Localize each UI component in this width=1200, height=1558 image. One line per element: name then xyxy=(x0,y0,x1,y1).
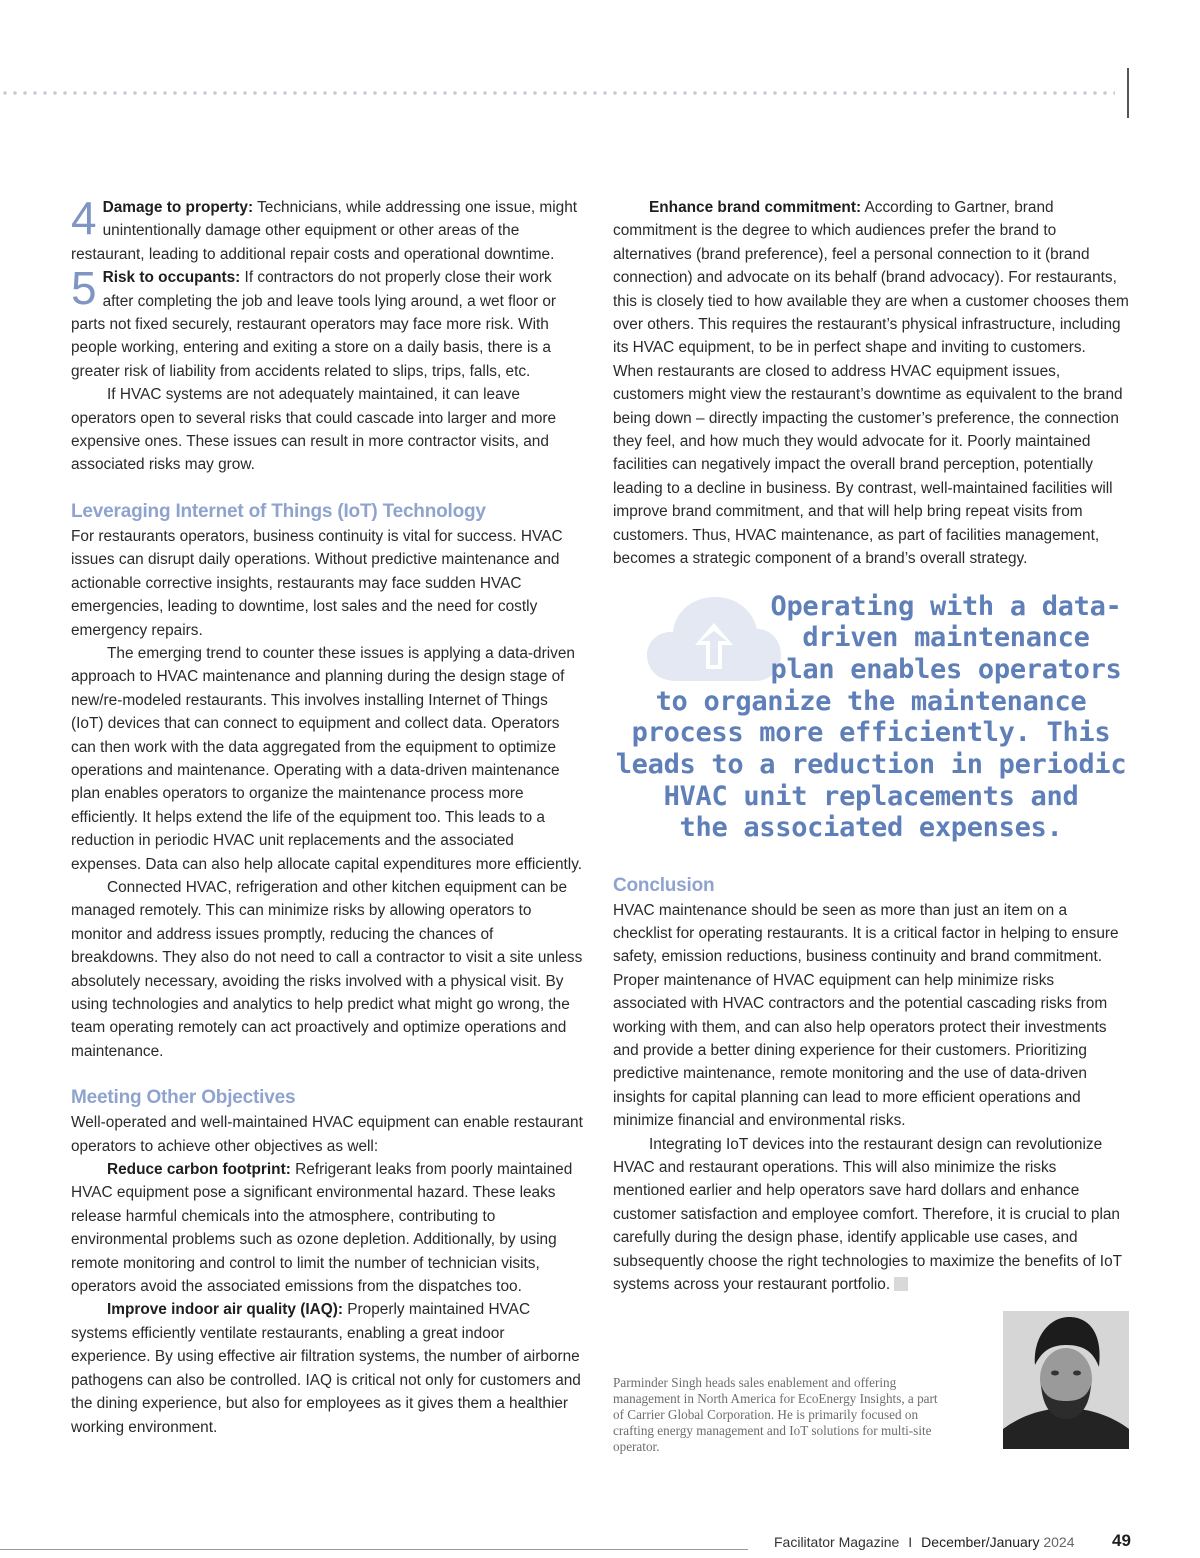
paragraph: For restaurants operators, business continuity is vital for success. HVAC issues can disrupt daily operations. Without predictive maintenance and actionable corrective insights, restaurants may face sudden HVAC emergencies, leading to downtime, lost sales and the need for costly emergency repairs. xyxy=(71,527,563,639)
objective-label: Enhance brand commitment: xyxy=(649,199,862,216)
item-number: 4 xyxy=(71,192,97,244)
author-photo xyxy=(1003,1311,1129,1449)
author-bio: Parminder Singh heads sales enablement and offering management in North America for EcoEnergy Insights, a part of Carrier Global Corporation. He is primarily focused on crafting energy management and IoT solutions for multi-site operator. xyxy=(613,1375,938,1454)
item-text: If contractors do not properly close their work after completing the job and leave tools lying around, a wet floor or parts not fixed securely, restaurant operators may face more risk. With people working, entering and exiting a store on a daily basis, there is a greater risk of liability from accidents related to slips, trips, falls, etc. xyxy=(71,269,557,380)
footer-separator: I xyxy=(908,1534,913,1550)
pull-quote-line: to organize the maintenance xyxy=(655,685,1087,717)
objective-text: Refrigerant leaks from poorly maintained HVAC equipment pose a significant environmental hazard. These leaks release harmful chemicals into the atmosphere, contributing to environmental problems such as ozone depletion. Additionally, by using remote monitoring and control to limit the number of technician visits, operators avoid the associated emissions from the dispatches too. xyxy=(71,1161,573,1296)
objective-text: According to Gartner, brand commitment is the degree to which audiences prefer the brand to alternatives (brand preference), feel a personal connection to it (brand connection) and advocate on its behalf (brand advocacy). For restaurants, this is closely tied to how available they are when a customer chooses them over others. This requires the restaurant’s physical infrastructure, including its HVAC equipment, to be in perfect shape and inviting to customers. When restaurants are closed to address HVAC equipment issues, customers might view the restaurant’s downtime as equivalent to the brand being down – directly impacting the customer’s preference, the connection they feel, and how much they would advocate for it. Poorly maintained facilities can negatively impact the overall brand perception, potentially leading to a decline in business. By contrast, well-maintained facilities will improve brand commitment, and that will help bring repeat visits from customers. Thus, HVAC maintenance, as part of facilities management, becomes a strategic component of a brand’s overall strategy. xyxy=(613,199,1129,568)
section-heading-objectives: Meeting Other Objectives xyxy=(71,1087,296,1109)
dotted-rule xyxy=(0,90,1115,96)
paragraph: If HVAC systems are not adequately maintained, it can leave operators open to several risks that could cascade into larger and more expensive ones. These issues can result in more contractor visits, and associated risks may grow. xyxy=(71,386,557,474)
issue-year: 2024 xyxy=(1043,1534,1075,1550)
paragraph: Well-operated and well-maintained HVAC equipment can enable restaurant operators to achieve other objectives as well: xyxy=(71,1114,583,1155)
end-mark-icon xyxy=(894,1277,908,1291)
left-column xyxy=(71,192,583,1439)
paragraph: The emerging trend to counter these issues is applying a data-driven approach to HVAC maintenance and planning during the design stage of new/re-modeled restaurants. This involves installing Internet of Things (IoT) devices that can connect to equipment and collect data. Operators can then work with the data aggregated from the equipment to optimize operations and maintenance. Operating with a data-driven maintenance plan enables operators to organize the maintenance process more efficiently. It helps extend the life of the equipment too. This leads to a reduction in periodic HVAC unit replacements and the associated expenses. Data can also help allocate capital expenditures more efficiently. xyxy=(71,644,583,873)
section-heading-conclusion: Conclusion xyxy=(613,874,715,896)
objective-label: Reduce carbon footprint: xyxy=(107,1161,291,1179)
vertical-rule xyxy=(1127,68,1129,118)
pull-quote-line: HVAC unit replacements and xyxy=(663,780,1079,812)
item-text: Technicians, while addressing one issue, might unintentionally damage other equipment or other areas of the restaurant, leading to additional repair costs and operational downtime. xyxy=(71,199,578,263)
pull-quote-line: Operating with a data- xyxy=(770,590,1122,622)
author-portrait-icon xyxy=(1003,1311,1129,1449)
objective-brand xyxy=(613,196,1129,571)
objective-label: Improve indoor air quality (IAQ): xyxy=(107,1301,344,1319)
item-number: 5 xyxy=(71,262,97,315)
paragraph-final xyxy=(613,1133,1129,1297)
magazine-name: Facilitator Magazine xyxy=(774,1534,900,1550)
list-item-5 xyxy=(71,262,583,383)
paragraph: HVAC maintenance should be seen as more than just an item on a checklist for operating restaurants. It is a critical factor in helping to ensure safety, emission reductions, business continuity and brand commitment. Proper maintenance of HVAC equipment can help minimize risks associated with HVAC contractors and the potential cascading risks from working with them, and can also help operators protect their investments and provide a better dining experience for their customers. Prioritizing predictive maintenance, remote monitoring and the use of data-driven insights for capital planning can lead to more efficient operations and minimize financial and environmental risks. xyxy=(613,901,1119,1130)
objective-iaq xyxy=(71,1298,583,1438)
pull-quote-text xyxy=(613,591,1129,845)
pull-quote-line: plan enables operators xyxy=(770,653,1122,685)
objective-carbon xyxy=(71,1158,583,1298)
pull-quote-line: the associated expenses. xyxy=(679,812,1063,844)
list-item-4 xyxy=(71,192,583,266)
paragraph: Connected HVAC, refrigeration and other kitchen equipment can be managed remotely. This can minimize risks by allowing operators to monitor and address issues promptly, reducing the chances of breakdowns. They also do not need to call a contractor to visit a site unless absolutely necessary, avoiding the risks involved with a physical visit. By using technologies and analytics to help predict what might go wrong, the team operating remotely can act proactively and optimize operations and maintenance. xyxy=(71,878,583,1060)
page-number: 49 xyxy=(1112,1531,1131,1550)
item-label: Damage to property: xyxy=(102,199,254,216)
footer xyxy=(774,1534,1075,1550)
pull-quote-line: driven maintenance xyxy=(802,622,1090,654)
right-column xyxy=(613,196,1129,1296)
item-label: Risk to occupants: xyxy=(102,269,241,287)
pull-quote xyxy=(613,591,1129,851)
pull-quote-line: process more efficiently. This xyxy=(631,717,1111,749)
footer-rule xyxy=(0,1549,748,1550)
section-heading-iot: Leveraging Internet of Things (IoT) Technology xyxy=(71,500,486,522)
paragraph-text: Integrating IoT devices into the restaurant design can revolutionize HVAC and restaurant operations. This will also minimize the risks mentioned earlier and help operators save hard dollars and enhance customer satisfaction and employee comfort. Therefore, it is crucial to plan carefully during the design phase, identify applicable use cases, and subsequently choose the right technologies to maximize the benefits of IoT systems across your restaurant portfolio. xyxy=(613,1135,1122,1293)
objective-text: Properly maintained HVAC systems efficiently ventilate restaurants, enabling a great indoor experience. By using effective air filtration systems, the number of airborne pathogens can also be controlled. IAQ is critical not only for customers and the dining experience, but also for employees as it gives them a healthier working environment. xyxy=(71,1301,581,1436)
issue-date: December/January xyxy=(921,1534,1040,1550)
pull-quote-line: leads to a reduction in periodic xyxy=(615,749,1127,781)
